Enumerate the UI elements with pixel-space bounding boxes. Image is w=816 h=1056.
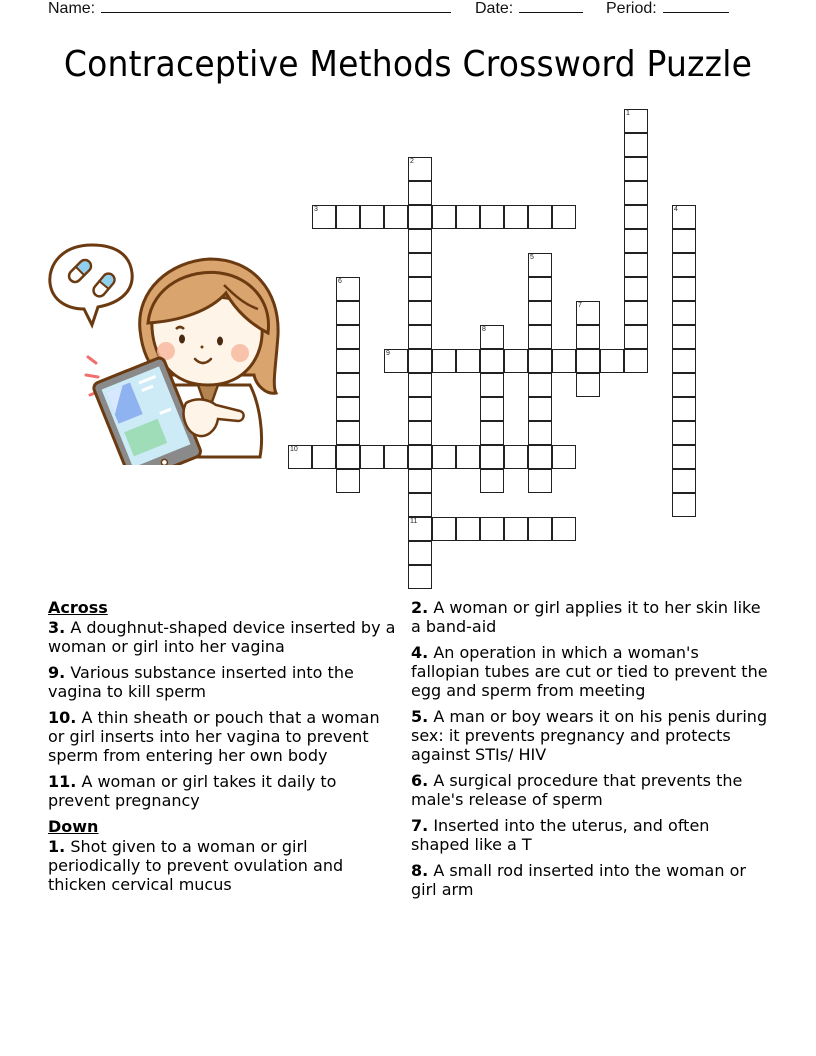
cell-number: 8 (482, 326, 486, 333)
grid-cell[interactable] (672, 253, 696, 277)
grid-cell[interactable] (336, 397, 360, 421)
clue-text: An operation in which a woman's fallopian tubes are cut or tied to prevent the egg and sperm from meeting (411, 643, 768, 700)
grid-cell[interactable] (408, 349, 432, 373)
cell-number: 7 (578, 302, 582, 309)
clue-number: 1. (48, 837, 66, 856)
clues-left-column (48, 598, 398, 901)
grid-cell[interactable] (408, 565, 432, 589)
grid-cell[interactable] (576, 301, 600, 325)
cell-number: 5 (530, 254, 534, 261)
date-field[interactable] (475, 0, 583, 18)
grid-cell[interactable] (528, 253, 552, 277)
clue-down-6 (411, 771, 771, 809)
grid-cell[interactable] (384, 349, 408, 373)
clues-right-column (411, 598, 771, 906)
grid-cell[interactable] (624, 253, 648, 277)
clue-text: Shot given to a woman or girl periodically to prevent ovulation and thicken cervical mucus (48, 837, 344, 894)
grid-cell[interactable] (672, 349, 696, 373)
grid-cell[interactable] (624, 277, 648, 301)
grid-cell[interactable] (456, 349, 480, 373)
grid-cell[interactable] (528, 325, 552, 349)
period-field[interactable] (606, 0, 729, 18)
clue-down-4 (411, 643, 771, 700)
grid-cell[interactable] (480, 469, 504, 493)
grid-cell[interactable] (360, 445, 384, 469)
grid-cell[interactable] (480, 373, 504, 397)
clue-text: A woman or girl takes it daily to prevent pregnancy (48, 772, 337, 810)
grid-cell[interactable] (408, 229, 432, 253)
clue-number: 7. (411, 816, 429, 835)
clue-text: A surgical procedure that prevents the male's release of sperm (411, 771, 743, 809)
grid-cell[interactable] (672, 325, 696, 349)
grid-cell[interactable] (672, 229, 696, 253)
grid-cell[interactable] (312, 205, 336, 229)
illustration-girl-with-tablet (40, 235, 290, 465)
grid-cell[interactable] (480, 397, 504, 421)
grid-cell[interactable] (528, 421, 552, 445)
grid-cell[interactable] (672, 373, 696, 397)
grid-cell[interactable] (288, 445, 312, 469)
clue-text: Inserted into the uterus, and often shaped like a T (411, 816, 710, 854)
grid-cell[interactable] (408, 325, 432, 349)
grid-cell[interactable] (528, 397, 552, 421)
grid-cell[interactable] (624, 157, 648, 181)
grid-cell[interactable] (672, 301, 696, 325)
grid-cell[interactable] (336, 301, 360, 325)
grid-cell[interactable] (336, 205, 360, 229)
grid-cell[interactable] (408, 373, 432, 397)
grid-cell[interactable] (480, 445, 504, 469)
clue-number: 10. (48, 708, 77, 727)
grid-cell[interactable] (576, 325, 600, 349)
cell-number: 11 (410, 518, 418, 525)
grid-cell[interactable] (408, 205, 432, 229)
date-label: Date: (475, 0, 514, 17)
grid-cell[interactable] (408, 469, 432, 493)
grid-cell[interactable] (672, 493, 696, 517)
grid-cell[interactable] (552, 205, 576, 229)
cell-number: 1 (626, 110, 630, 117)
down-heading: Down (48, 817, 99, 836)
clue-across-10 (48, 708, 398, 765)
grid-cell[interactable] (624, 349, 648, 373)
grid-cell[interactable] (336, 421, 360, 445)
grid-cell[interactable] (408, 517, 432, 541)
grid-cell[interactable] (336, 325, 360, 349)
grid-cell[interactable] (624, 109, 648, 133)
grid-cell[interactable] (384, 445, 408, 469)
grid-cell[interactable] (336, 349, 360, 373)
grid-cell[interactable] (624, 133, 648, 157)
clue-number: 6. (411, 771, 429, 790)
grid-cell[interactable] (336, 373, 360, 397)
grid-cell[interactable] (408, 301, 432, 325)
grid-cell[interactable] (504, 445, 528, 469)
crossword-grid (288, 109, 708, 593)
name-field[interactable] (48, 0, 451, 18)
grid-cell[interactable] (480, 517, 504, 541)
grid-cell[interactable] (408, 277, 432, 301)
grid-cell[interactable] (336, 445, 360, 469)
clue-text: A small rod inserted into the woman or girl arm (411, 861, 746, 899)
grid-cell[interactable] (528, 277, 552, 301)
grid-cell[interactable] (624, 301, 648, 325)
grid-cell[interactable] (624, 325, 648, 349)
cell-number: 3 (314, 206, 318, 213)
clue-across-9 (48, 663, 398, 701)
grid-cell[interactable] (528, 349, 552, 373)
grid-cell[interactable] (528, 445, 552, 469)
clue-down-2 (411, 598, 771, 636)
student-info-header (48, 0, 748, 20)
cell-number: 4 (674, 206, 678, 213)
cell-number: 2 (410, 158, 414, 165)
across-heading: Across (48, 598, 108, 617)
grid-cell[interactable] (360, 205, 384, 229)
grid-cell[interactable] (480, 349, 504, 373)
grid-cell[interactable] (624, 229, 648, 253)
grid-cell[interactable] (480, 205, 504, 229)
grid-cell[interactable] (504, 517, 528, 541)
grid-cell[interactable] (528, 469, 552, 493)
grid-cell[interactable] (552, 517, 576, 541)
grid-cell[interactable] (528, 301, 552, 325)
grid-cell[interactable] (624, 181, 648, 205)
grid-cell[interactable] (480, 325, 504, 349)
grid-cell[interactable] (672, 469, 696, 493)
period-label: Period: (606, 0, 657, 17)
grid-cell[interactable] (672, 277, 696, 301)
grid-cell[interactable] (408, 493, 432, 517)
grid-cell[interactable] (432, 517, 456, 541)
clue-across-3 (48, 618, 398, 656)
grid-cell[interactable] (504, 349, 528, 373)
clue-text: A thin sheath or pouch that a woman or girl inserts into her vagina to prevent sperm from entering her own body (48, 708, 380, 765)
speech-bubble-icon (50, 245, 132, 325)
clue-down-5 (411, 707, 771, 764)
grid-cell[interactable] (408, 181, 432, 205)
grid-cell[interactable] (552, 349, 576, 373)
girl-tablet-illustration-icon (40, 235, 290, 465)
clue-number: 3. (48, 618, 66, 637)
clue-number: 4. (411, 643, 429, 662)
grid-cell[interactable] (672, 445, 696, 469)
grid-cell[interactable] (672, 205, 696, 229)
grid-cell[interactable] (312, 445, 336, 469)
grid-cell[interactable] (408, 445, 432, 469)
grid-cell[interactable] (624, 205, 648, 229)
grid-cell[interactable] (576, 349, 600, 373)
grid-cell[interactable] (456, 445, 480, 469)
grid-cell[interactable] (384, 205, 408, 229)
grid-cell[interactable] (504, 205, 528, 229)
period-blank-line[interactable] (663, 0, 729, 13)
grid-cell[interactable] (432, 445, 456, 469)
name-label: Name: (48, 0, 96, 17)
date-blank-line[interactable] (519, 0, 583, 13)
grid-cell[interactable] (456, 517, 480, 541)
clue-text: A woman or girl applies it to her skin like a band-aid (411, 598, 761, 636)
grid-cell[interactable] (432, 349, 456, 373)
grid-cell[interactable] (480, 421, 504, 445)
cell-number: 9 (386, 350, 390, 357)
grid-cell[interactable] (552, 445, 576, 469)
cell-number: 10 (290, 446, 298, 453)
name-blank-line[interactable] (101, 0, 451, 13)
clue-number: 5. (411, 707, 429, 726)
clue-number: 9. (48, 663, 66, 682)
grid-cell[interactable] (672, 397, 696, 421)
grid-cell[interactable] (456, 205, 480, 229)
clue-down-7 (411, 816, 771, 854)
clue-number: 8. (411, 861, 429, 880)
grid-cell[interactable] (408, 157, 432, 181)
cell-number: 6 (338, 278, 342, 285)
grid-cell[interactable] (408, 253, 432, 277)
clue-text: Various substance inserted into the vagina to kill sperm (48, 663, 354, 701)
grid-cell[interactable] (336, 469, 360, 493)
clue-down-8 (411, 861, 771, 899)
grid-cell[interactable] (408, 541, 432, 565)
grid-cell[interactable] (528, 373, 552, 397)
grid-cell[interactable] (432, 205, 456, 229)
grid-cell[interactable] (528, 205, 552, 229)
grid-cell[interactable] (600, 349, 624, 373)
clue-text: A man or boy wears it on his penis during sex: it prevents pregnancy and protects against STIs/ HIV (411, 707, 768, 764)
grid-cell[interactable] (576, 373, 600, 397)
grid-cell[interactable] (528, 517, 552, 541)
clue-down-1 (48, 837, 398, 894)
page-title: Contraceptive Methods Crossword Puzzle (63, 42, 753, 85)
clue-number: 2. (411, 598, 429, 617)
clue-text: A doughnut-shaped device inserted by a woman or girl into her vagina (48, 618, 396, 656)
grid-cell[interactable] (336, 277, 360, 301)
clue-number: 11. (48, 772, 77, 791)
grid-cell[interactable] (408, 421, 432, 445)
grid-cell[interactable] (408, 397, 432, 421)
clue-across-11 (48, 772, 398, 810)
grid-cell[interactable] (672, 421, 696, 445)
